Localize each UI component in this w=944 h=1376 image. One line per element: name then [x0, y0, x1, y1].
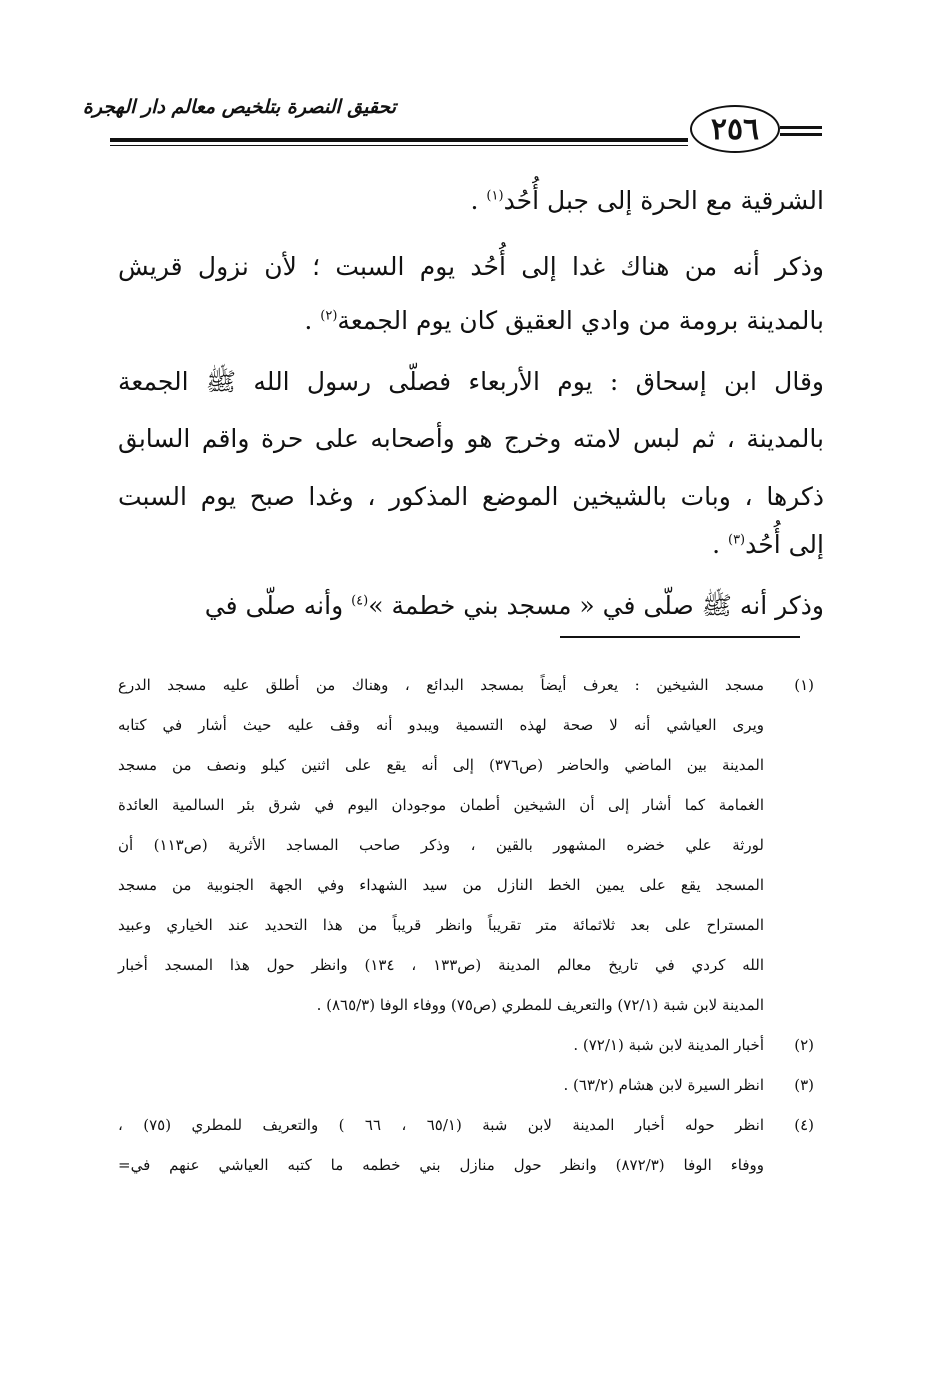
running-header-title: تحقيق النصرة بتلخيص معالم دار الهجرة: [82, 96, 396, 118]
footnote-ref-1[interactable]: (١): [486, 188, 504, 204]
footnote-2-text: أخبار المدينة لابن شبة (٧٢/١) .: [573, 1036, 764, 1054]
page-number-text: ٢٥٦: [710, 111, 760, 147]
header-rule: [110, 138, 688, 142]
footnote-1-line-6: المسجد يقع على يمين الخط النازل من سيد الشهداء وفي الجهة الجنوبية من مسجد: [118, 876, 764, 894]
footnote-1-line-5: لورثة علي خضره المشهور بالقين ، وذكر صاحب المساجد الأثرية (ص١١٣) أن: [118, 836, 764, 854]
header-rule-thin: [110, 145, 688, 146]
footnote-1-number: (١): [794, 676, 814, 694]
footnote-ref-2[interactable]: (٢): [320, 308, 338, 324]
page-number: [690, 105, 780, 153]
footnote-3-number: (٣): [794, 1076, 814, 1094]
footnote-1-line-2: ويرى العياشي أنه لا صحة لهذه التسمية ويبدو أنه وقف عليه حيث أشار في كتابه: [118, 716, 764, 734]
main-text-line-6: ذكرها ، وبات بالشيخين الموضع المذكور ، وغدا صبح يوم السبت: [118, 482, 824, 511]
footnote-1-line-8: الله كردي في تاريخ معالم المدينة (ص١٣٣ ، ١٣٤) وانظر حول هذا المسجد أخبار: [118, 956, 764, 974]
main-text-line-2: وذكر أنه من هناك غدا إلى أُحُد يوم السبت ؛ لأن نزول قريش: [118, 252, 824, 281]
main-text-line-4: وقال ابن إسحاق : يوم الأربعاء فصلّى رسول الله ﷺ الجمعة: [118, 367, 824, 396]
footnote-1-line-3: المدينة بين الماضي والحاضر (ص٣٧٦) إلى أنه يقع على اثنين كيلو ونصف من مسجد: [118, 756, 765, 774]
main-text-line-1: الشرقية مع الحرة إلى جبل أُحُد$^{(١)}$ .: [470, 186, 824, 215]
footnote-divider: [560, 636, 800, 638]
footnote-4-line-1: انظر حوله أخبار المدينة لابن شبة (٦٥/١ ، ٦٦ ) والتعريف للمطري (٧٥) ،: [118, 1116, 765, 1134]
footnote-1-line-1: مسجد الشيخين : يعرف أيضاً بمسجد البدائع ، وهناك من أطلق عليه مسجد الدرع: [118, 676, 764, 694]
main-text-line-3: بالمدينة برومة من وادي العقيق كان يوم الجمعة$^{(٢)}$ .: [304, 306, 824, 335]
footnote-4-line-2: ووفاء الوفا (٨٧٢/٣) وانظر حول منازل بني خطمه ما كتبه العياشي عنهم في=: [118, 1156, 764, 1174]
footnote-1-line-4: الغمامة كما أشار إلى أن الشيخين أطمان موجودان اليوم في شرق بئر السالمية العائدة: [118, 796, 764, 814]
footnote-ref-3[interactable]: (٣): [727, 532, 746, 548]
main-text-line-7: إلى أُحُد$^{(٣)}$ .: [712, 530, 824, 559]
page-number-ornament: [780, 126, 822, 129]
footnote-ref-4[interactable]: (٤): [351, 593, 369, 609]
footnote-1-line-7: المستراح على بعد ثلاثمائة متر تقريباً وانظر قريباً من هذا التحديد عند الخياري وعبيد: [118, 916, 764, 934]
footnote-4-number: (٤): [794, 1116, 814, 1134]
footnote-2-number: (٢): [794, 1036, 814, 1054]
footnote-3-text: انظر السيرة لابن هشام (٦٣/٢) .: [563, 1076, 764, 1094]
main-text-line-5: بالمدينة ، ثم لبس لامته وخرج هو وأصحابه على حرة واقم السابق: [118, 424, 824, 453]
main-text-line-8: وذكر أنه ﷺ صلّى في « مسجد بني خطمة »$^{(٤)}$ وأنه صلّى في: [204, 591, 824, 620]
page-number-ornament-lower: [780, 133, 822, 136]
footnote-1-line-9: المدينة لابن شبة (٧٢/١) والتعريف للمطري (ص٧٥) ووفاء الوفا (٨٦٥/٣) .: [316, 996, 764, 1014]
